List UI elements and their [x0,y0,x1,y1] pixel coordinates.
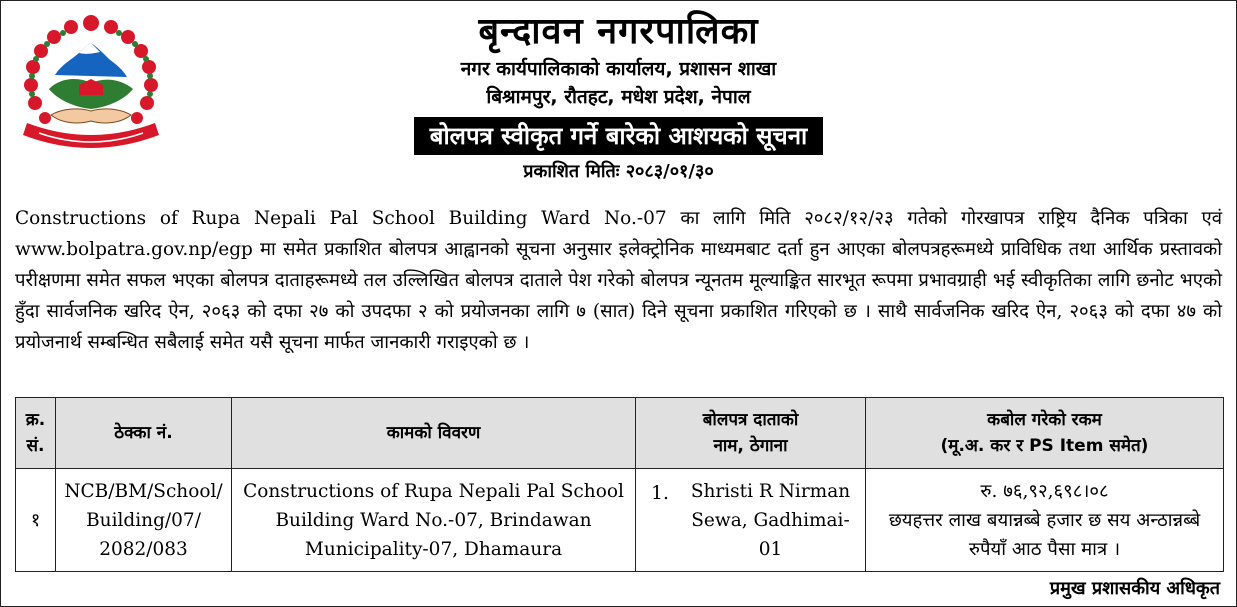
header-amount-line2: (मू.अ. कर र PS Item समेत) [940,436,1149,456]
table-header-row [16,398,1224,469]
header-sn-line1: क्र. [25,410,46,430]
office-name: नगर कार्यपालिकाको कार्यालय, प्रशासन शाखा [460,58,777,80]
row-contract-number: NCB/BM/School/ Building/07/ 2082/083 [56,469,232,572]
row-bidder-number: 1. [651,482,669,504]
header-bidder-line1: बोलपत्र दाताको [702,410,799,430]
header-sn-line2: सं. [26,436,45,456]
header-bidder-line2: नाम, ठेगाना [713,436,788,456]
header-bidder [636,398,866,469]
notice-title: बोलपत्र स्वीकृत गर्ने बारेको आशयको सूचना [414,117,824,155]
municipality-name: बृन्दावन नगरपालिका [478,11,759,52]
header-amount-line1: कबोल गरेको रकम [987,410,1102,430]
notice-paragraph: Constructions of Rupa Nepali Pal School Building Ward No.-07 का लागि मिति २०८२/१२/२३ गतेको गोरखापत्र राष्ट्रिय दैनिक पत्रिका एवं www.bolpatra.gov.np/egp मा समेत प्रकाशित बोलपत्र आह्वानको सूचना अनुसार इलेक्ट्रोनिक माध्यमबाट दर्ता हुन आएका बोलपत्रहरूमध्ये प्राविधिक तथा आर्थिक प्रस्तावको परीक्षणमा समेत सफल भएका बोलपत्र दाताहरूमध्ये तल उल्लिखित बोलपत्र दाताले पेश गरेको बोलपत्र न्यूनतम मूल्याङ्कित सारभूत रूपमा प्रभावग्राही भई स्वीकृतिका लागि छनोट भएको हुँदा सार्वजनिक खरिद ऐन, २०६३ को दफा २७ को उपदफा २ को प्रयोजनका लागि ७ (सात) दिने सूचना प्रकाशित गरिएको छ । साथै सार्वजनिक खरिद ऐन, २०६३ को दफा ४७ को प्रयोजनार्थ सम्बन्धित सबैलाई समेत यसै सूचना मार्फत जानकारी गराइएको छ । [15,208,1222,353]
tender-table [15,397,1224,572]
header-contract-number: ठेक्का नं. [56,398,232,469]
row-serial-number: १ [16,469,56,572]
table-row [16,469,1224,572]
row-bidder-name: Shristi R Nirman Sewa, Gadhimai-01 [690,480,851,560]
row-bid-amount [866,469,1224,572]
notice-header [181,9,1056,185]
published-date: प्रकाशित मितिः २०८३/०१/३० [523,161,714,182]
row-amount-words: छयहत्तर लाख बयान्नब्बे हजार छ सय अन्ठान्नब्बे रुपैयाँ आठ पैसा मात्र । [888,509,1201,560]
header-serial-number [16,398,56,469]
header-work-description: कामको विवरण [232,398,636,469]
row-work-description: Constructions of Rupa Nepali Pal School Building Ward No.-07, Brindawan Municipality-07, Dhamaura [232,469,636,572]
office-address: बिश्रामपुर, रौतहट, मधेश प्रदेश, नेपाल [486,86,751,108]
row-bidder [636,469,866,572]
header-bid-amount [866,398,1224,469]
signatory-title: प्रमुख प्रशासकीय अधिकृत [1049,578,1220,599]
row-amount-figure: रु. ७६,९२,६९८।०८ [980,480,1109,502]
nepal-emblem-icon [21,15,161,155]
